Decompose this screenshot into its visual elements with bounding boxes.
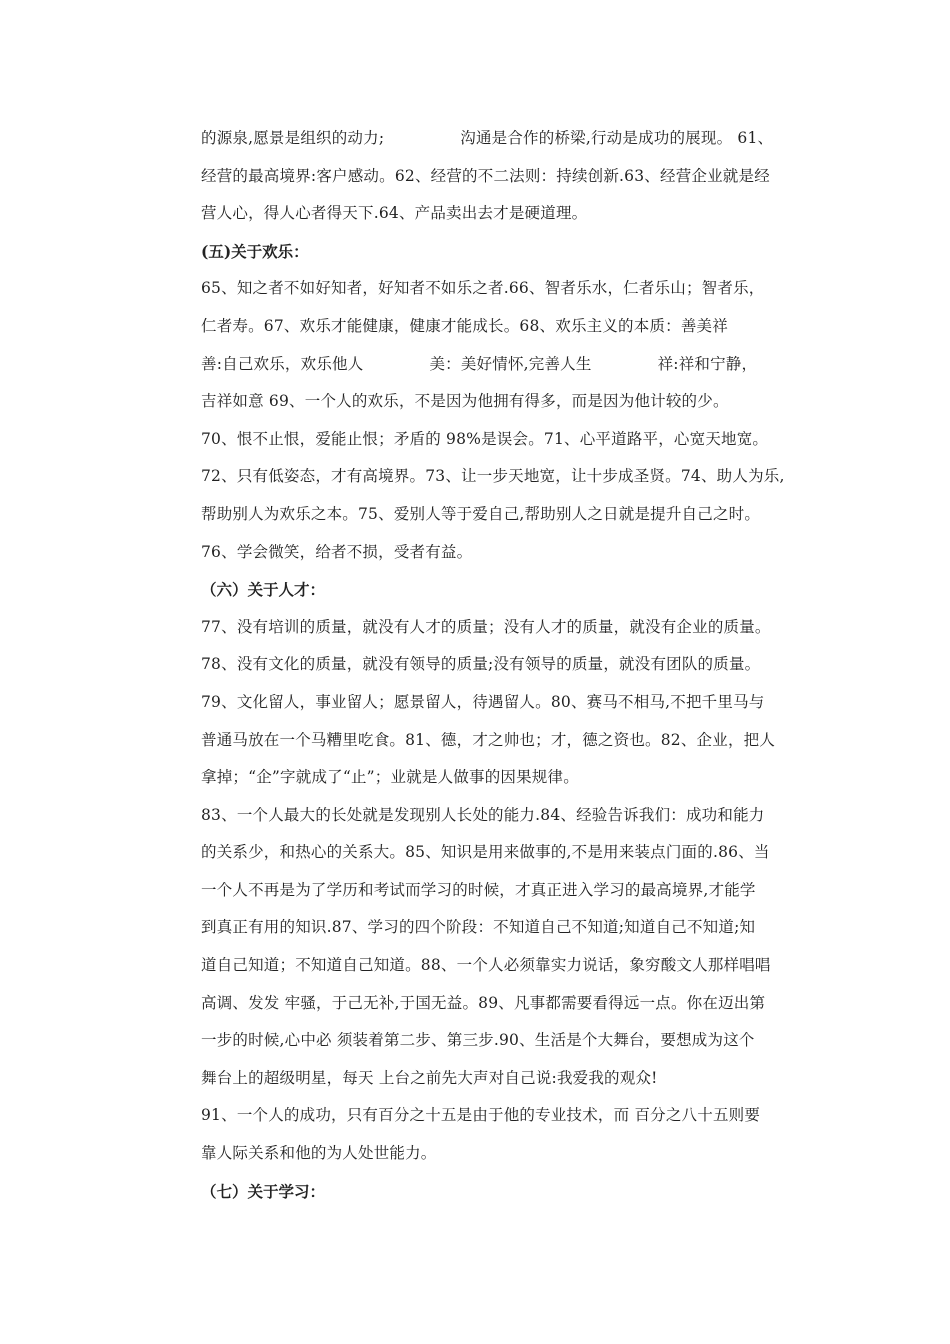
text-segment: 靠人际关系和他的为人处世能力。: [201, 1144, 437, 1163]
text-line: [201, 120, 821, 158]
text-segment: 一个人不再是为了学历和考试而学习的时候，才真正进入学习的最高境界,才能学: [201, 880, 756, 899]
text-segment: 营人心，得人心者得天下.64、产品卖出去才是硬道理。: [201, 204, 588, 223]
text-segment: 善:自己欢乐，欢乐他人: [201, 354, 364, 373]
text-line: [201, 195, 821, 233]
text-line: [201, 346, 821, 384]
text-segment: （七）关于学习：: [201, 1181, 326, 1201]
text-line: [201, 985, 821, 1023]
text-segment: 拿掉；“企”字就成了“止”；业就是人做事的因果规律。: [201, 768, 579, 787]
text-segment: 78、没有文化的质量，就没有领导的质量;没有领导的质量，就没有团队的质量。: [201, 655, 761, 674]
text-segment: 帮助别人为欢乐之本。75、爱别人等于爱自己,帮助别人之日就是提升自己之时。: [201, 504, 761, 523]
text-segment: (五)关于欢乐：: [201, 241, 309, 261]
text-segment: 高调、发发 牢骚，于己无补,于国无益。89、凡事都需要看得远一点。你在迈出第: [201, 993, 766, 1012]
text-segment: 72、只有低姿态，才有高境界。73、让一步天地宽，让十步成圣贤。74、助人为乐,: [201, 467, 785, 486]
text-segment: 仁者寿。67、欢乐才能健康，健康才能成长。68、欢乐主义的本质：善美祥: [201, 316, 728, 335]
text-line: [201, 1097, 821, 1135]
section-heading: [201, 1173, 821, 1211]
text-segment: 的关系少，和热心的关系大。85、知识是用来做事的,不是用来装点门面的.86、当: [201, 843, 770, 862]
text-segment: 普通马放在一个马糟里吃食。81、德，才之帅也；才，德之资也。82、企业，把人: [201, 730, 776, 749]
text-line: [201, 1022, 821, 1060]
text-segment: （六）关于人才：: [201, 580, 326, 600]
text-segment: 吉祥如意 69、一个人的欢乐，不是因为他拥有得多，而是因为他计较的少。: [201, 392, 729, 411]
text-segment: 舞台上的超级明星，每天 上台之前先大声对自己说:我爱我的观众!: [201, 1068, 658, 1087]
text-line: [201, 609, 821, 647]
text-line: [201, 496, 821, 534]
text-line: [201, 909, 821, 947]
text-segment: 91、一个人的成功，只有百分之十五是由于他的专业技术，而 百分之八十五则要: [201, 1106, 761, 1125]
text-segment: 76、学会微笑，给者不损，受者有益。: [201, 542, 473, 561]
section-heading: [201, 233, 821, 271]
section-heading: [201, 571, 821, 609]
text-segment: 77、没有培训的质量，就没有人才的质量；没有人才的质量，就没有企业的质量。: [201, 617, 771, 636]
text-line: [201, 759, 821, 797]
text-segment: 到真正有用的知识.87、学习的四个阶段：不知道自己不知道;知道自己不知道;知: [201, 918, 756, 937]
text-line: [201, 383, 821, 421]
text-line: [201, 534, 821, 572]
text-line: [201, 308, 821, 346]
text-line: [201, 270, 821, 308]
text-line: [201, 834, 821, 872]
text-segment: 经营的最高境界:客户感动。62、经营的不二法则：持续创新.63、经营企业就是经: [201, 166, 770, 185]
text-segment: 79、文化留人，事业留人；愿景留人，待遇留人。80、赛马不相马,不把千里马与: [201, 692, 765, 711]
text-line: [201, 947, 821, 985]
text-segment: 美：美好情怀,完善人生: [429, 354, 592, 373]
document-body: [201, 120, 821, 1210]
text-segment: 道自己知道；不知道自己知道。88、一个人必须靠实力说话，象穷酸文人那样唱唱: [201, 956, 771, 975]
text-segment: 的源泉,愿景是组织的动力;: [201, 129, 385, 147]
text-segment: 65、知之者不如好知者，好知者不如乐之者.66、智者乐水，仁者乐山；智者乐，: [201, 279, 765, 298]
text-line: [201, 646, 821, 684]
text-segment: 祥:祥和宁静，: [657, 354, 758, 373]
text-line: [201, 684, 821, 722]
text-line: [201, 872, 821, 910]
text-segment: 一步的时候,心中必 须装着第二步、第三步.90、生活是个大舞台，要想成为这个: [201, 1031, 755, 1050]
text-line: [201, 1060, 821, 1098]
text-segment: 70、恨不止恨，爱能止恨；矛盾的 98%是误会。71、心平道路平，心宽天地宽。: [201, 429, 769, 448]
text-segment: 沟通是合作的桥梁,行动是成功的展现。 61、: [460, 129, 774, 147]
text-line: [201, 421, 821, 459]
text-line: [201, 797, 821, 835]
text-segment: 83、一个人最大的长处就是发现别人长处的能力.84、经验告诉我们：成功和能力: [201, 805, 765, 824]
text-line: [201, 1135, 821, 1173]
text-line: [201, 722, 821, 760]
text-line: [201, 158, 821, 196]
text-line: [201, 458, 821, 496]
